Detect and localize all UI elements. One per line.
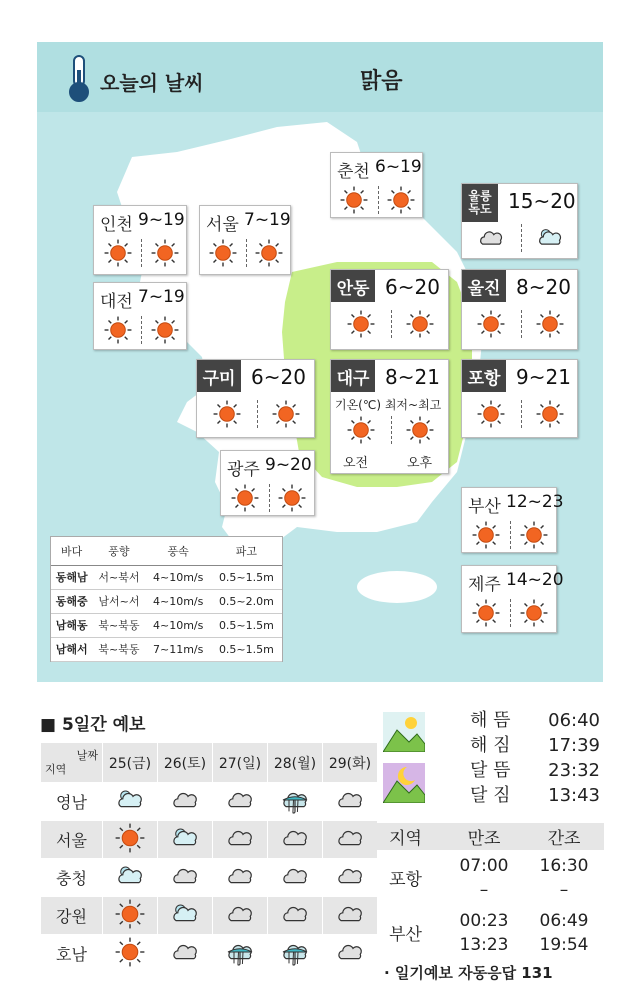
cloud-icon	[268, 897, 323, 935]
divider	[269, 484, 270, 512]
divider	[521, 224, 522, 252]
sea-cell: 서~북서	[92, 565, 145, 589]
legend-pm-label: 오후	[407, 456, 433, 471]
city-name: 대전	[100, 292, 133, 312]
city-card-1	[199, 205, 291, 275]
city-temp: 12~23	[506, 492, 564, 512]
sun-moon-times	[470, 708, 600, 808]
city-temp: 9~20	[265, 455, 312, 475]
divider	[391, 416, 392, 444]
city-card-8	[330, 359, 449, 474]
sunrise-time: 06:40	[548, 710, 600, 731]
sea-cell: 4~10m/s	[146, 565, 211, 589]
cloud-icon	[213, 897, 268, 935]
sea-cell: 0.5~1.5m	[211, 637, 282, 661]
sun-icon	[347, 416, 375, 448]
sea-cell: 4~10m/s	[146, 589, 211, 613]
sun-icon	[520, 599, 548, 631]
city-name: 부산	[468, 497, 501, 517]
city-name: 제주	[468, 575, 501, 595]
city-temp: 15~20	[508, 189, 576, 213]
sunrise-label: 해 뜸	[470, 710, 511, 731]
sea-conditions-table	[50, 536, 283, 662]
city-card-3	[93, 282, 187, 350]
cloud-icon	[213, 859, 268, 897]
partly-icon	[103, 859, 158, 897]
day-header: 29(화)	[323, 743, 378, 783]
sun-icon	[536, 310, 564, 342]
sea-cell: 북~북동	[92, 613, 145, 637]
sunset-label: 해 짐	[470, 735, 511, 756]
tide-value: –	[479, 879, 489, 900]
sun-icon	[209, 239, 237, 271]
sea-cell: 4~10m/s	[146, 613, 211, 637]
forecast-region: 충청	[41, 859, 103, 897]
city-card-12	[461, 565, 564, 633]
legend-temp-label: 기온(℃) 최저~최고	[335, 398, 442, 412]
forecast-title: ■ 5일간 예보	[40, 715, 146, 735]
sea-cell: 북~북동	[92, 637, 145, 661]
cloud-icon	[477, 224, 505, 256]
forecast-region: 서울	[41, 821, 103, 859]
divider	[510, 599, 511, 627]
cloud-icon	[323, 783, 378, 821]
rain-icon	[268, 935, 323, 973]
corner-date-label: 날짜	[76, 748, 98, 762]
corner-region-label: 지역	[45, 762, 67, 776]
day-header: 26(토)	[158, 743, 213, 783]
city-card-11	[461, 487, 564, 553]
tide-region: 포항	[389, 870, 422, 890]
tide-value: –	[559, 879, 569, 900]
cloud-icon	[268, 859, 323, 897]
sea-header-sea: 바다	[51, 537, 92, 565]
sun-icon	[213, 400, 241, 432]
city-temp: 8~20	[516, 275, 571, 299]
city-name: 인천	[100, 215, 133, 235]
sea-header-direction: 풍향	[92, 537, 145, 565]
sea-cell: 0.5~2.0m	[211, 589, 282, 613]
divider	[257, 400, 258, 428]
city-card-7	[196, 359, 315, 438]
sun-icon	[104, 239, 132, 271]
city-name: 안동	[331, 270, 375, 302]
sun-icon	[278, 484, 306, 516]
partly-icon	[158, 897, 213, 935]
city-name: 대구	[331, 360, 375, 392]
forecast-region: 호남	[41, 935, 103, 973]
city-name: 구미	[197, 360, 241, 392]
tide-header-high: 만조	[467, 829, 501, 849]
forecast-region: 영남	[41, 783, 103, 821]
moonset-label: 달 짐	[470, 785, 511, 806]
table-row	[41, 821, 378, 859]
day-header: 27(일)	[213, 743, 268, 783]
city-temp: 14~20	[506, 570, 564, 590]
tide-value: 13:23	[459, 934, 509, 955]
moonset-time: 13:43	[548, 785, 600, 806]
day-header: 25(금)	[103, 743, 158, 783]
sea-cell: 남해서	[51, 637, 92, 661]
sun-icon	[406, 416, 434, 448]
partly-icon	[536, 224, 564, 256]
tide-table	[367, 823, 604, 960]
moonrise-time: 23:32	[548, 760, 600, 781]
cloud-icon	[213, 821, 268, 859]
table-row	[41, 897, 378, 935]
table-row	[51, 589, 282, 613]
tide-header-region: 지역	[389, 829, 422, 849]
city-name: 광주	[227, 460, 260, 480]
tide-value: 16:30	[539, 855, 589, 876]
rain-icon	[213, 935, 268, 973]
sky-condition: 맑음	[360, 69, 403, 94]
table-row	[41, 859, 378, 897]
thermometer-icon	[66, 54, 92, 104]
sun-icon	[340, 186, 368, 218]
cloud-icon	[158, 783, 213, 821]
tide-value: 07:00	[459, 855, 509, 876]
city-card-9	[461, 359, 578, 438]
sun-icon	[536, 400, 564, 432]
tide-region: 부산	[389, 925, 422, 945]
city-card-5	[330, 269, 449, 350]
tide-row	[367, 905, 604, 960]
city-temp: 8~21	[385, 365, 440, 389]
sun-icon	[387, 186, 415, 218]
tide-header-low: 간조	[547, 829, 581, 849]
table-row	[41, 783, 378, 821]
phone-forecast-note: · 일기예보 자동응답 131	[384, 964, 553, 982]
city-temp: 6~20	[385, 275, 440, 299]
city-name: 포항	[462, 360, 506, 392]
sea-cell: 동해남	[51, 565, 92, 589]
sea-header-speed: 풍속	[146, 537, 211, 565]
divider	[141, 316, 142, 344]
sunset-time: 17:39	[548, 735, 600, 756]
city-card-2	[330, 152, 423, 218]
sea-cell: 0.5~1.5m	[211, 565, 282, 589]
city-name: 울진	[462, 270, 506, 302]
tide-value: 06:49	[539, 910, 589, 931]
sun-icon	[103, 821, 158, 859]
sea-header-wave: 파고	[211, 537, 282, 565]
city-card-4	[461, 183, 578, 259]
sea-cell: 7~11m/s	[146, 637, 211, 661]
sun-icon	[151, 239, 179, 271]
cloud-icon	[213, 783, 268, 821]
day-header: 28(월)	[268, 743, 323, 783]
sea-cell: 남해동	[51, 613, 92, 637]
cloud-icon	[268, 821, 323, 859]
sun-icon	[472, 521, 500, 553]
city-temp: 6~20	[251, 365, 306, 389]
page-title: 오늘의 날씨	[100, 71, 204, 95]
sea-cell: 0.5~1.5m	[211, 613, 282, 637]
sun-icon	[103, 935, 158, 973]
sun-icon	[347, 310, 375, 342]
city-card-10	[220, 450, 315, 516]
partly-icon	[158, 821, 213, 859]
city-card-6	[461, 269, 578, 350]
sun-icon	[255, 239, 283, 271]
sun-icon	[151, 316, 179, 348]
table-row	[51, 637, 282, 661]
rain-icon	[268, 783, 323, 821]
city-temp: 7~19	[138, 287, 185, 307]
sun-icon	[103, 897, 158, 935]
tide-value: 00:23	[459, 910, 509, 931]
sun-icon	[477, 310, 505, 342]
tide-row	[367, 850, 604, 905]
tide-value: 19:54	[539, 934, 589, 955]
divider	[378, 186, 379, 214]
legend-am-label: 오전	[343, 456, 369, 471]
city-temp: 7~19	[244, 210, 291, 230]
city-card-0	[93, 205, 187, 275]
table-row	[51, 565, 282, 589]
divider	[391, 310, 392, 338]
city-name: 울릉독도	[462, 184, 498, 222]
table-row	[41, 935, 378, 973]
forecast-corner	[41, 743, 103, 783]
forecast-region: 강원	[41, 897, 103, 935]
sun-icon	[406, 310, 434, 342]
sunrise-sunset-icon	[383, 712, 425, 752]
moonrise-moonset-icon	[383, 763, 425, 803]
cloud-icon	[158, 859, 213, 897]
city-name: 춘천	[337, 162, 370, 182]
sun-icon	[520, 521, 548, 553]
sea-cell: 동해중	[51, 589, 92, 613]
sun-icon	[472, 599, 500, 631]
sun-icon	[477, 400, 505, 432]
divider	[510, 521, 511, 549]
divider	[141, 239, 142, 267]
sun-icon	[104, 316, 132, 348]
divider	[246, 239, 247, 267]
divider	[521, 400, 522, 428]
city-temp: 9~19	[138, 210, 185, 230]
partly-icon	[103, 783, 158, 821]
sun-icon	[231, 484, 259, 516]
divider	[521, 310, 522, 338]
city-temp: 6~19	[375, 157, 422, 177]
five-day-forecast-table	[40, 742, 378, 973]
cloud-icon	[158, 935, 213, 973]
city-name: 서울	[206, 215, 239, 235]
table-row	[51, 613, 282, 637]
city-temp: 9~21	[516, 365, 571, 389]
moonrise-label: 달 뜸	[470, 760, 511, 781]
sun-icon	[272, 400, 300, 432]
sea-cell: 남서~서	[92, 589, 145, 613]
